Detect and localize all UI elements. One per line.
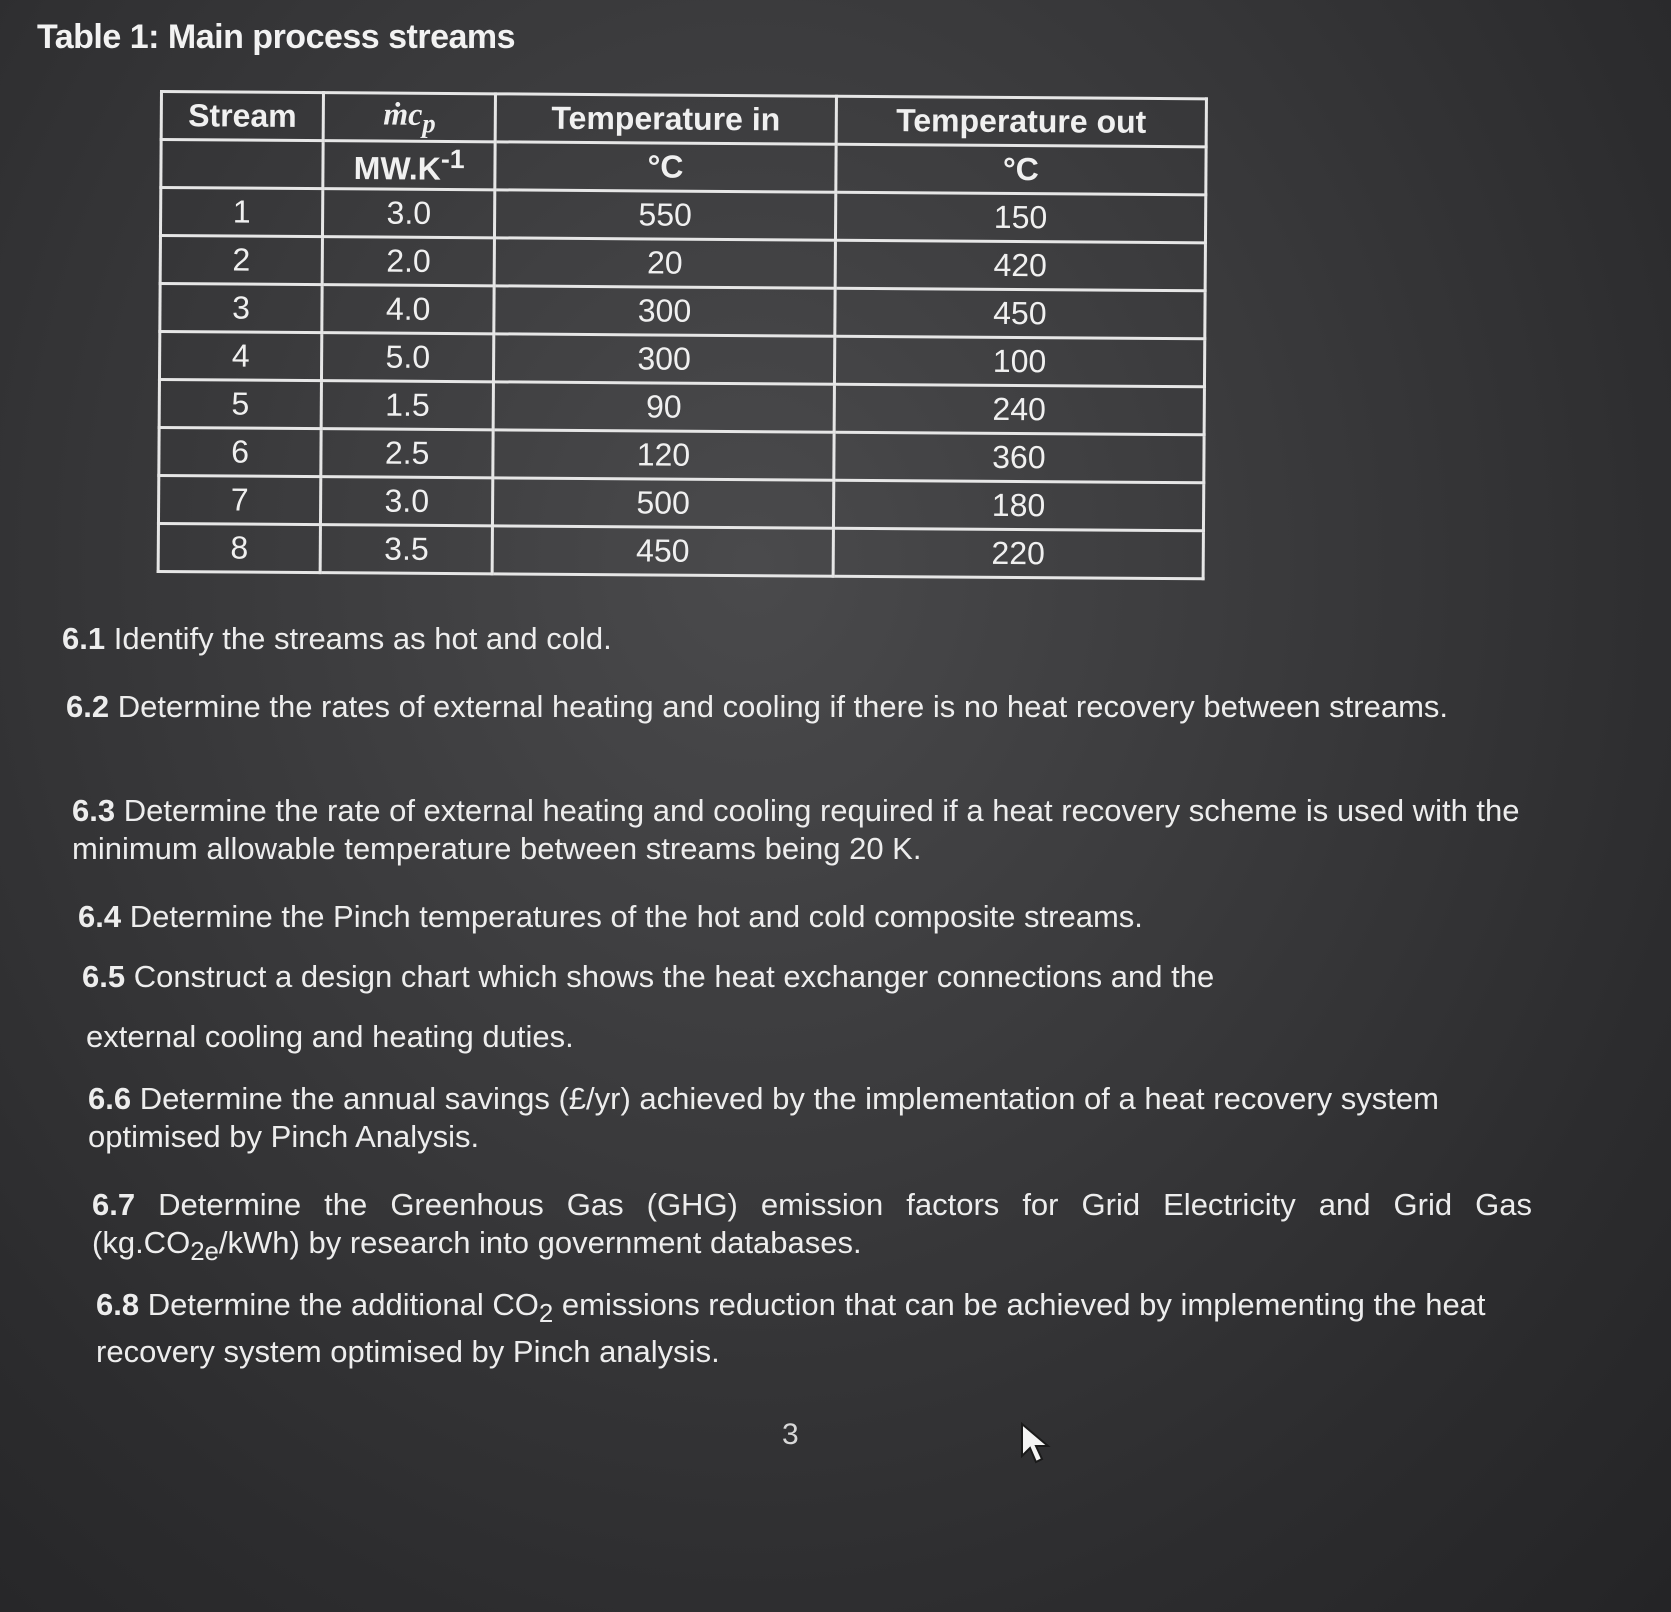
header-stream: Stream: [161, 92, 324, 141]
cell-temp-in: 300: [494, 334, 835, 384]
table-row: [160, 236, 1205, 291]
table-units-row: [161, 140, 1206, 195]
table-row: [160, 188, 1205, 243]
units-stream: [161, 140, 324, 189]
question-number: 6.8: [96, 1287, 140, 1322]
question-6-1: [62, 620, 612, 658]
question-text-part1: Determine the Greenhous Gas (GHG) emission factors for Grid Electricity and Grid Gas (kg.CO: [92, 1187, 1533, 1260]
table-header-row: [161, 92, 1206, 147]
cell-temp-out: 100: [834, 336, 1204, 387]
cell-temp-out: 240: [834, 384, 1204, 435]
question-number: 6.6: [88, 1081, 132, 1116]
mcp-subscript: p: [422, 108, 436, 139]
table-row: [159, 380, 1204, 435]
question-text-part1: Determine the additional CO: [147, 1287, 539, 1322]
question-number: 6.2: [66, 689, 110, 724]
table-row: [159, 428, 1204, 483]
cell-temp-out: 360: [834, 432, 1204, 483]
question-6-6: [88, 1080, 1538, 1156]
question-6-5-continued: [86, 1018, 1486, 1056]
mouse-pointer-icon: [1020, 1422, 1052, 1464]
units-mcp: [323, 141, 495, 190]
cell-temp-in: 120: [493, 430, 834, 480]
header-temperature-in: Temperature in: [495, 94, 836, 144]
cell-temp-in: 300: [494, 286, 835, 336]
cell-mcp: 3.0: [323, 189, 495, 238]
cell-temp-out: 220: [833, 528, 1203, 579]
mcp-symbol: ṁc: [383, 95, 423, 132]
co2e-subscript: 2e: [190, 1238, 219, 1267]
process-streams-table: [157, 90, 1208, 580]
page-number: 3: [782, 1418, 799, 1451]
cell-temp-in: 90: [493, 382, 834, 432]
question-number: 6.5: [82, 959, 126, 994]
cell-stream: 7: [158, 476, 321, 525]
table-row: [158, 476, 1203, 531]
cell-mcp: 3.5: [320, 525, 492, 574]
cell-stream: 2: [160, 236, 323, 285]
table-row: [159, 332, 1204, 387]
cell-mcp: 2.0: [322, 237, 494, 286]
cell-temp-out: 420: [835, 240, 1205, 291]
cell-mcp: 3.0: [321, 477, 493, 526]
units-mcp-superscript: -1: [440, 143, 465, 174]
cell-stream: 6: [159, 428, 322, 477]
cell-temp-in: 450: [492, 526, 833, 576]
question-number: 6.7: [92, 1187, 136, 1222]
question-number: 6.3: [72, 793, 116, 828]
question-text: Determine the rates of external heating and cooling if there is no heat recovery between streams.: [117, 689, 1449, 724]
co2-subscript: 2: [538, 1300, 554, 1329]
units-mcp-text: MW.K: [353, 149, 441, 187]
table-title: Table 1: Main process streams: [37, 18, 516, 56]
cell-stream: 3: [160, 284, 323, 333]
question-text-line2: external cooling and heating duties.: [86, 1019, 574, 1054]
question-6-7: [92, 1186, 1532, 1271]
table-row: [158, 523, 1203, 578]
question-text-part2: emissions reduction that can be achieved by implementing the heat recovery system optimised by Pinch analysis.: [96, 1287, 1486, 1370]
question-text-part2: /kWh) by research into government databases.: [218, 1225, 862, 1260]
question-6-3: [72, 792, 1532, 868]
cell-temp-in: 20: [494, 238, 835, 288]
units-temperature-in: °C: [495, 142, 836, 192]
question-text: Construct a design chart which shows the heat exchanger connections and the: [133, 959, 1215, 994]
question-number: 6.4: [78, 899, 122, 934]
question-6-2: [66, 688, 1536, 726]
header-temperature-out: Temperature out: [836, 96, 1206, 147]
cell-mcp: 5.0: [322, 333, 494, 382]
cell-temp-out: 180: [833, 480, 1203, 531]
cell-stream: 1: [160, 188, 323, 237]
header-mcp: [323, 93, 495, 142]
cell-temp-out: 450: [835, 288, 1205, 339]
question-6-4: [78, 898, 1478, 936]
question-text: Determine the rate of external heating and cooling required if a heat recovery scheme is used with the minimum allowable temperature between streams being 20 K.: [72, 793, 1520, 866]
table-row: [160, 284, 1205, 339]
question-text: Identify the streams as hot and cold.: [113, 621, 612, 656]
question-6-8: [96, 1286, 1526, 1371]
cell-stream: 8: [158, 523, 321, 572]
question-text: Determine the Pinch temperatures of the hot and cold composite streams.: [129, 899, 1143, 934]
cell-temp-in: 500: [493, 478, 834, 528]
cell-temp-out: 150: [835, 192, 1205, 243]
cell-stream: 4: [159, 332, 322, 381]
cell-mcp: 1.5: [321, 381, 493, 430]
question-text: Determine the annual savings (£/yr) achieved by the implementation of a heat recovery system optimised by Pinch Analysis.: [88, 1081, 1439, 1154]
cell-temp-in: 550: [495, 190, 836, 240]
question-6-5: [82, 958, 1482, 996]
question-number: 6.1: [62, 621, 106, 656]
cell-mcp: 4.0: [322, 285, 494, 334]
cell-mcp: 2.5: [321, 429, 493, 478]
cell-stream: 5: [159, 380, 322, 429]
units-temperature-out: °C: [836, 144, 1206, 195]
